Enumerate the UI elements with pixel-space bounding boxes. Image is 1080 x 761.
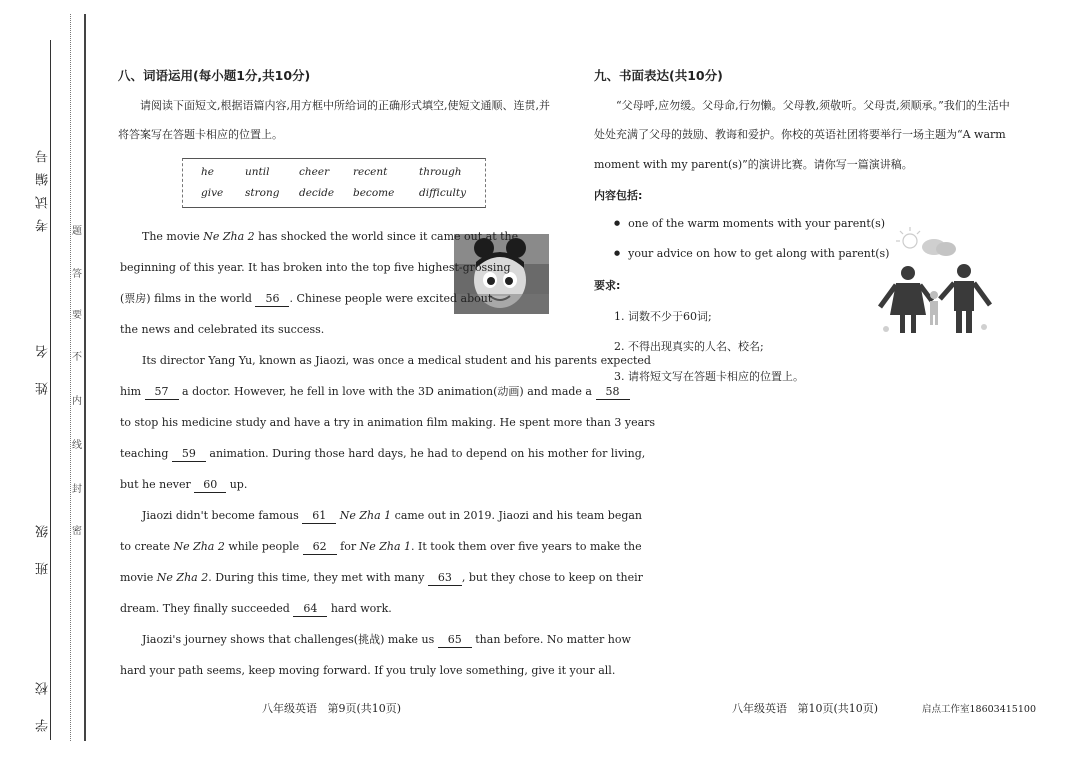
requirements-label: 要求:	[594, 279, 621, 292]
seal-solid-line	[84, 14, 86, 741]
section-9-title: 九、书面表达(共10分)	[594, 68, 723, 83]
word-bank	[182, 158, 486, 208]
left-page-footer: 八年级英语 第9页(共10页)	[262, 702, 402, 715]
blank-60[interactable]: 60	[194, 478, 226, 493]
passage-line: movie Ne Zha 2. During this time, they met with many 63 , but they chose to keep on their	[120, 571, 643, 584]
passage-line: teaching 59 animation. During those hard days, he had to depend on his mother for living,	[120, 447, 646, 460]
blank-63[interactable]: 63	[428, 571, 462, 586]
seal-char: 要	[72, 310, 82, 321]
blank-62[interactable]: 62	[303, 540, 337, 555]
word: strong	[245, 187, 280, 199]
blank-56[interactable]: 56	[255, 292, 289, 307]
passage-line: him 57 a doctor. However, he fell in love with the 3D animation(动画) and made a 58	[120, 376, 630, 407]
seal-char: 题	[72, 226, 82, 237]
class-label: 班 级	[36, 515, 51, 576]
content-bullet-1: ● one of the warm moments with your parent(s)	[614, 217, 885, 230]
seal-char: 线	[72, 440, 82, 451]
school-label: 学 校	[36, 672, 51, 733]
word: difficulty	[419, 187, 467, 199]
passage-line: the news and celebrated its success.	[120, 323, 325, 336]
blank-65[interactable]: 65	[438, 633, 472, 648]
word: through	[419, 166, 462, 178]
requirement-3: 3. 请将短文写在答题卡相应的位置上。	[614, 370, 804, 383]
passage-line: to create Ne Zha 2 while people 62 for Ne Zha 1. It took them over five years to make the	[120, 540, 642, 553]
seal-dotted-line	[70, 14, 71, 741]
passage-line: hard your path seems, keep moving forward. If you truly love something, give it your all.	[120, 664, 616, 677]
right-page-footer: 八年级英语 第10页(共10页)	[732, 702, 879, 715]
exam-number-label: 考试编号	[36, 140, 51, 232]
name-label: 姓 名	[36, 335, 51, 396]
passage-line: (票房) films in the world 56 . Chinese people were excited about	[120, 292, 493, 305]
instruction-line-1: 请阅读下面短文,根据语篇内容,用方框中所给词的正确形式填空,使短文通顺、连贯,并	[140, 99, 550, 112]
content-bullet-2: ● your advice on how to get along with parent(s)	[614, 247, 889, 260]
passage-line: Its director Yang Yu, known as Jiaozi, was once a medical student and his parents expected	[142, 354, 651, 367]
passage-line: The movie Ne Zha 2 has shocked the world since it came out at the	[142, 230, 519, 243]
seal-char: 答	[72, 269, 82, 280]
passage-line: beginning of this year. It has broken into the top five highest-grossing	[120, 261, 511, 274]
seal-char: 内	[72, 396, 82, 407]
word: decide	[299, 187, 335, 199]
writing-prompt-line-1: “父母呼,应勿缓。父母命,行勿懒。父母教,须敬听。父母责,须顺承。”我们的生活中	[616, 99, 1010, 112]
blank-64[interactable]: 64	[293, 602, 327, 617]
seal-char: 封	[72, 484, 82, 495]
passage-line: Jiaozi's journey shows that challenges(挑战) make us 65 than before. No matter how	[142, 633, 631, 646]
passage-line: Jiaozi didn't become famous 61 Ne Zha 1 came out in 2019. Jiaozi and his team began	[142, 509, 643, 522]
seal-char: 不	[72, 352, 82, 363]
seal-char: 密	[72, 526, 82, 537]
blank-59[interactable]: 59	[172, 447, 206, 462]
word: give	[201, 187, 224, 199]
blank-57[interactable]: 57	[145, 385, 179, 400]
passage-line: dream. They finally succeeded 64 hard work.	[120, 602, 392, 615]
section-8-title: 八、词语运用(每小题1分,共10分)	[118, 68, 311, 83]
requirement-2: 2. 不得出现真实的人名、校名;	[614, 340, 764, 353]
word: become	[353, 187, 395, 199]
instruction-line-2: 将答案写在答题卡相应的位置上。	[118, 128, 283, 141]
blank-58[interactable]: 58	[596, 385, 630, 400]
word: until	[245, 166, 270, 178]
passage-line: to stop his medicine study and have a try in animation film making. He spent more than 3 years	[120, 416, 656, 429]
requirement-1: 1. 词数不少于60词;	[614, 310, 712, 323]
studio-contact: 启点工作室18603415100	[922, 704, 1036, 715]
family-illustration	[872, 225, 996, 340]
writing-prompt-line-3: moment with my parent(s)”的演讲比赛。请你写一篇演讲稿。	[594, 158, 913, 171]
word: he	[201, 166, 214, 178]
blank-61[interactable]: 61	[302, 509, 336, 524]
word: cheer	[299, 166, 330, 178]
passage-line: but he never 60 up.	[120, 478, 248, 491]
content-label: 内容包括:	[594, 189, 643, 202]
writing-prompt-line-2: 处处充满了父母的鼓励、教诲和爱护。你校的英语社团将要举行一场主题为“A warm	[594, 128, 1006, 141]
word: recent	[353, 166, 388, 178]
